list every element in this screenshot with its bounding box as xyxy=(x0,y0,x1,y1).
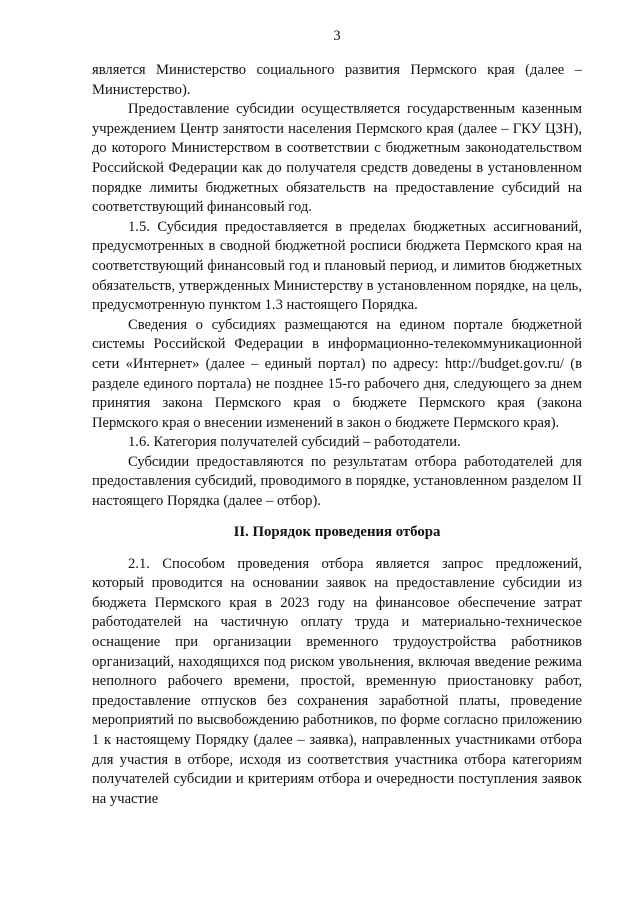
paragraph: Предоставление субсидии осуществляется государственным казенным учреждением Центр занятости населения Пермского края (далее – ГКУ ЦЗН), до которого Министерством в соответствии с бюджетным законодательством Российской Федерации как до получателя средств доведены в установленном порядке лимиты бюджетных обязательств на предоставление субсидий на соответствующий финансовый год. xyxy=(92,101,582,216)
paragraph: Сведения о субсидиях размещаются на едином портале бюджетной системы Российской Федерации в информационно-телекоммуникационной сети «Интернет» (далее – единый портал) по адресу: http://budget.gov.ru/ (в разделе единого портала) не позднее 15-го рабочего дня, следующего за днем принятия закона Пермского края о бюджете Пермского края (закона Пермского края о внесении изменений в закон о бюджете Пермского края). xyxy=(92,316,582,431)
page-number: 3 xyxy=(333,28,341,44)
paragraph: 1.6. Категория получателей субсидий – работодатели. xyxy=(128,434,461,451)
paragraph: 1.5. Субсидия предоставляется в пределах бюджетных ассигнований, предусмотренных в сводной бюджетной росписи бюджета Пермского края на соответствующий финансовый год и плановый период, и лимитов бюджетных обязательств, утвержденных Министерству в установленном порядке, на цель, предусмотренную пунктом 1.3 настоящего Порядка. xyxy=(92,218,582,314)
paragraph: является Министерство социального развития Пермского края (далее – Министерство). xyxy=(92,62,582,98)
paragraph: 2.1. Способом проведения отбора является запрос предложений, который проводится на основании заявок на предоставление субсидии из бюджета Пермского края в 2023 году на финансовое обеспечение затрат работодателей на частичную оплату труда и материально-техническое оснащение при организации временного трудоустройства работников организаций, находящихся под риском увольнения, включая введение режима неполного рабочего времени, простой, временную приостановку работ, предоставление отпусков без сохранения заработной платы, проведение мероприятий по высвобождению работников, по форме согласно приложению 1 к настоящему Порядку (далее – заявка), направленных участниками отбора для участия в отборе, исходя из соответствия участника отбора категориям получателей субсидии и критериям отбора и очередности поступления заявок на участие xyxy=(92,555,582,807)
document-body xyxy=(92,61,582,809)
section-heading: II. Порядок проведения отбора xyxy=(233,523,441,540)
paragraph: Субсидии предоставляются по результатам отбора работодателей для предоставления субсидий, проводимого в порядке, установленном разделом II настоящего Порядка (далее – отбор). xyxy=(92,453,582,510)
